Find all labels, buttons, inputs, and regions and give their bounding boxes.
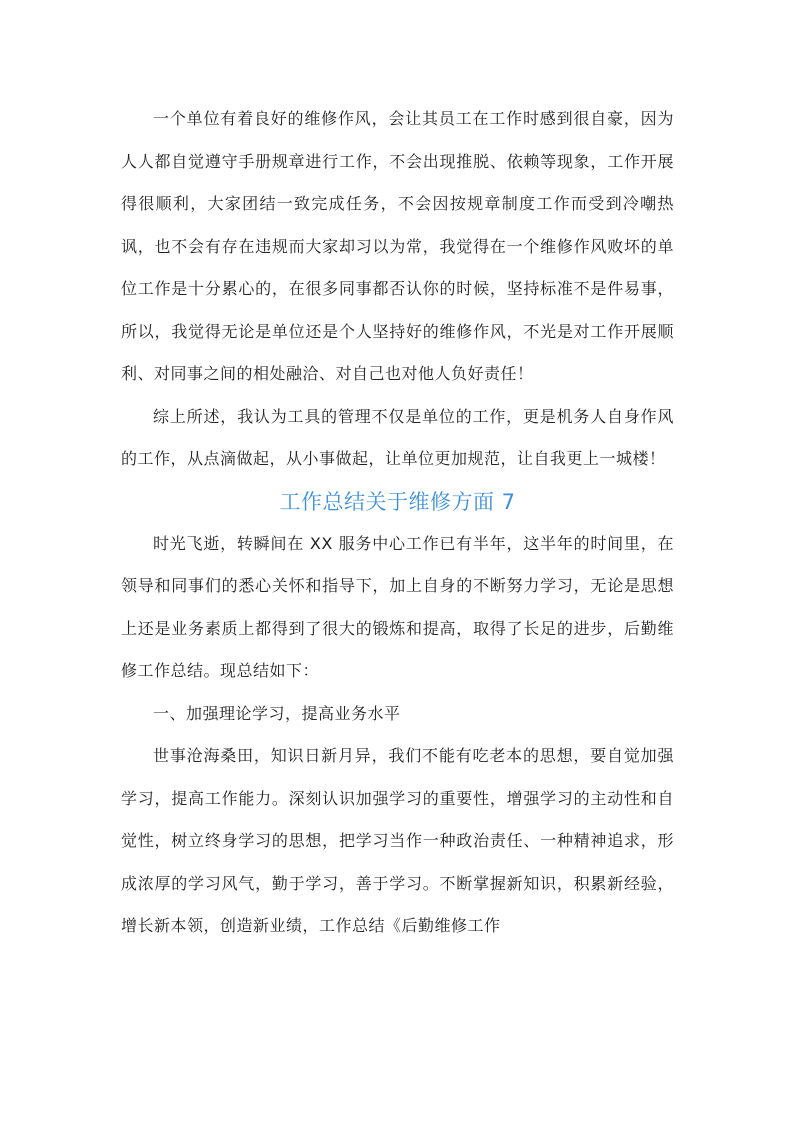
body-paragraph: 综上所述，我认为工具的管理不仅是单位的工作，更是机务人自身作风的工作，从点滴做起，从小事做起，让单位更加规范，让自我更上一城楼！	[121, 406, 674, 468]
section-title: 工作总结关于维修方面 7	[279, 489, 516, 514]
subsection-heading: 一、加强理论学习，提高业务水平	[153, 703, 401, 723]
body-paragraph: 时光飞逝，转瞬间在 XX 服务中心工作已有半年，这半年的时间里，在领导和同事们的悉心关怀和指导下，加上自身的不断努力学习，无论是思想上还是业务素质上都得到了很大的锻炼和提高，取得了长足的进步，后勤维修工作总结。现总结如下：	[121, 533, 674, 680]
body-paragraph: 一个单位有着良好的维修作风，会让其员工在工作时感到很自豪，因为人人都自觉遵守手册规章进行工作，不会出现推脱、依赖等现象，工作开展得很顺利，大家团结一致完成任务，不会因按规章制度工作而受到冷嘲热讽，也不会有存在违规而大家却习以为常，我觉得在一个维修作风败坏的单位工作是十分累心的，在很多同事都否认你的时候，坚持标准不是件易事，所以，我觉得无论是单位还是个人坚持好的维修作风，不光是对工作开展顺利、对同事之间的相处融洽、对自己也对他人负好责任！	[121, 109, 674, 383]
document-page	[121, 98, 674, 948]
body-paragraph: 世事沧海桑田，知识日新月异，我们不能有吃老本的思想，要自觉加强学习，提高工作能力。深刻认识加强学习的重要性，增强学习的主动性和自觉性，树立终身学习的思想，把学习当作一种政治责任、一种精神追求，形成浓厚的学习风气，勤于学习，善于学习。不断掌握新知识，积累新经验，增长新本领，创造新业绩，工作总结《后勤维修工作	[121, 746, 674, 935]
